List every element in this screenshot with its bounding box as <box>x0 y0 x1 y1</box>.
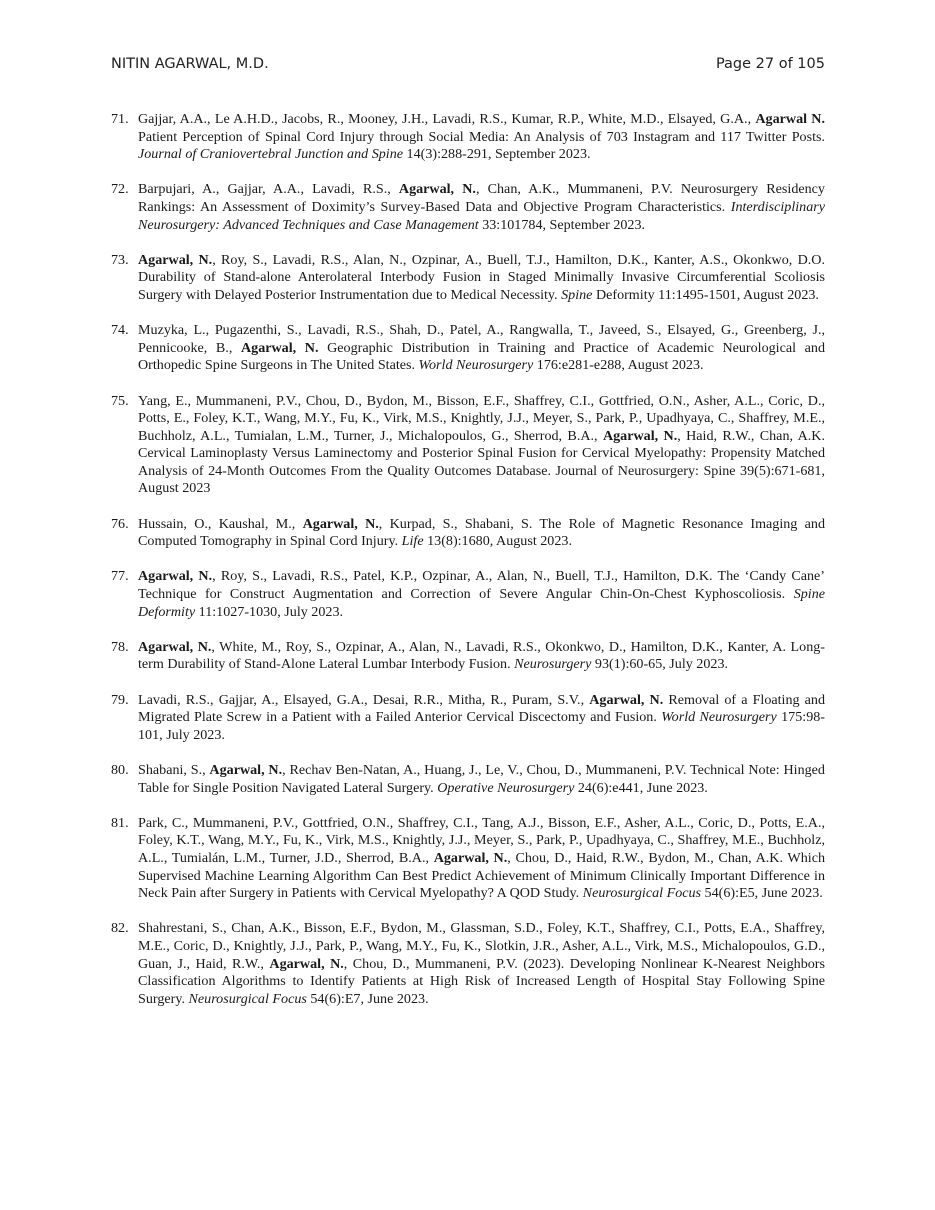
author-name: NITIN AGARWAL, M.D. <box>111 56 269 72</box>
author-highlight: Agarwal, N. <box>433 849 508 866</box>
reference-number: 82. <box>111 920 129 937</box>
journal-name: Neurosurgical Focus <box>188 990 307 1007</box>
article-title: Neurosurgery Residency Rankings: An Assessment of Doximity’s Survey-Based Data and Objective Program Characteristics. <box>138 181 825 215</box>
reference-item <box>111 393 825 499</box>
citation-details: 93(1):60-65, July 2023. <box>591 656 729 673</box>
article-title: Long-term Durability of Stand-Alone Lateral Lumbar Interbody Fusion. <box>138 638 826 673</box>
citation-details: 14(3):288-291, September 2023. <box>403 146 591 163</box>
reference-text <box>138 815 825 903</box>
reference-text <box>138 568 825 621</box>
author-highlight: Agarwal, N. <box>209 761 283 778</box>
reference-text <box>138 639 825 674</box>
citation-details: 175:98-101, July 2023. <box>138 709 825 743</box>
citation-details: 176:e281-e288, August 2023. <box>533 357 704 374</box>
journal-name: Operative Neurosurgery <box>437 779 575 796</box>
page-number: Page 27 of 105 <box>715 56 825 72</box>
reference-number: 74. <box>111 322 129 339</box>
reference-item <box>111 111 825 164</box>
citation-details: 33:101784, September 2023. <box>478 216 646 233</box>
authors: Shabani, S., <box>138 761 210 778</box>
citation-details: 24(6):e441, June 2023. <box>574 779 708 796</box>
author-highlight: Agarwal, N. <box>302 515 379 532</box>
citation-details: Deformity 11:1495-1501, August 2023. <box>592 286 819 303</box>
reference-number: 73. <box>111 251 129 268</box>
authors: Barpujari, A., Gajjar, A.A., Lavadi, R.S., <box>138 181 399 198</box>
reference-item <box>111 322 825 375</box>
reference-number: 75. <box>111 392 129 409</box>
authors-rest: , Roy, S., Lavadi, R.S., Patel, K.P., Ozpinar, A., Alan, N., Buell, T.J., Hamilton, D.K. <box>212 568 713 585</box>
journal-name: World Neurosurgery <box>418 357 534 374</box>
article-title: Developing Nonlinear K-Nearest Neighbors Classification Algorithms to Identify Patients at High Risk of Increased Length of Hospital Stay Following Spine Surgery. <box>138 955 825 1007</box>
authors-rest: , Rechav Ben-Natan, A., Huang, J., Le, V., Chou, D., Mummaneni, P.V. <box>282 761 687 778</box>
reference-text <box>138 516 825 551</box>
reference-number: 79. <box>111 691 129 708</box>
reference-text <box>138 322 825 375</box>
reference-number: 77. <box>111 568 129 585</box>
reference-text <box>138 393 825 499</box>
author-highlight: Agarwal, N. <box>269 955 344 972</box>
article-title: Durability of Stand-alone Anterolateral Interbody Fusion in Staged Minimally Invasive Circumferential Scoliosis Surgery with Delayed Posterior Instrumentation due to Medical Necessity. <box>138 269 825 303</box>
journal-name: Spine Deformity <box>138 586 825 620</box>
authors: Shahrestani, S., Chan, A.K., Bisson, E.F., Bydon, M., Glassman, S.D., Foley, K.T., Shaffrey, C.I., Potts, E.A., Shaffrey, M.E., Coric, D., Knightly, J.J., Park, P., Wang, M.Y., Fu, K., Slotkin, J.R., Asher, A.L., Virk, M.S., Michalopoulos, G.D., Guan, J., Haid, R.W., <box>138 920 825 972</box>
reference-item <box>111 762 825 797</box>
authors-rest: , Haid, R.W., Chan, A.K. <box>677 427 825 444</box>
authors: Lavadi, R.S., Gajjar, A., Elsayed, G.A., Desai, R.R., Mitha, R., Puram, S.V., <box>138 691 590 708</box>
journal-name: World Neurosurgery <box>661 709 777 726</box>
article-title: Technical Note: Hinged Table for Single Position Navigated Lateral Surgery. <box>138 761 825 796</box>
article-title: Cervical Laminoplasty Versus Laminectomy and Posterior Spinal Fusion for Cervical Myelopathy: Propensity Matched Analysis of 24-Month Outcomes From the Quality Outcomes Database. Journal of Neurosurgery: Spine 39(5):671-681, August 2023 <box>138 445 825 497</box>
author-highlight: Agarwal N. <box>755 111 825 127</box>
article-title: Which Supervised Machine Learning Algorithm Can Best Predict Achievement of Minimum Clinically Important Difference in Neck Pain after Surgery in Patients with Cervical Myelopathy? A QOD Study. <box>138 849 825 902</box>
authors: Gajjar, A.A., Le A.H.D., Jacobs, R., Mooney, J.H., Lavadi, R.S., Kumar, R.P., White, M.D., Elsayed, G.A., <box>138 111 756 127</box>
reference-number: 72. <box>111 181 129 198</box>
reference-item <box>111 920 825 1008</box>
reference-text <box>138 692 825 745</box>
authors-rest: , Chou, D., Haid, R.W., Bydon, M., Chan, A.K. <box>507 849 783 866</box>
reference-number: 80. <box>111 761 129 778</box>
reference-text <box>138 920 825 1008</box>
article-title: Geographic Distribution in Training and Practice of Academic Neurological and Orthopedic Spine Surgeons in The United States. <box>138 339 825 374</box>
publication-list <box>111 111 825 1026</box>
authors: Park, C., Mummaneni, P.V., Gottfried, O.N., Shaffrey, C.I., Tang, A.J., Bisson, E.F., Asher, A.L., Coric, D., Potts, E.A., Foley, K.T., Wang, M.Y., Fu, K., Virk, M.S., Knightly, J.J., Meyer, S., Park, P., Upadhyaya, C., Shaffrey, M.E., Buchholz, A.L., Tumialán, L.M., Turner, J.D., Sherrod, B.A., <box>138 814 825 866</box>
reference-number: 78. <box>111 638 129 655</box>
citation-details: 13(8):1680, August 2023. <box>423 533 572 550</box>
author-highlight: Agarwal, N. <box>138 251 213 268</box>
authors-rest: , Chan, A.K., Mummaneni, P.V. <box>475 181 673 198</box>
reference-text <box>138 252 825 305</box>
journal-name: Interdisciplinary Neurosurgery: Advanced Techniques and Case Management <box>138 198 825 233</box>
author-highlight: Agarwal, N. <box>602 427 678 444</box>
author-highlight: Agarwal, N. <box>138 568 213 585</box>
journal-name: Neurosurgery <box>514 656 592 673</box>
journal-name: Neurosurgical Focus <box>582 885 702 902</box>
reference-number: 76. <box>111 515 129 532</box>
reference-text <box>138 762 825 797</box>
page-header <box>111 56 825 72</box>
authors-rest: , Chou, D., Mummaneni, P.V. (2023). <box>343 955 565 972</box>
reference-number: 71. <box>111 111 129 127</box>
reference-item <box>111 516 825 551</box>
author-highlight: Agarwal, N. <box>138 638 212 655</box>
reference-number: 81. <box>111 814 129 831</box>
article-title: The Role of Magnetic Resonance Imaging and Computed Tomography in Spinal Cord Injury. <box>138 515 825 550</box>
authors-rest: , White, M., Roy, S., Ozpinar, A., Alan, N., Lavadi, R.S., Okonkwo, D., Hamilton, D.K., Kanter, A. <box>211 638 787 655</box>
citation-details: 11:1027-1030, July 2023. <box>195 603 344 620</box>
author-highlight: Agarwal, N. <box>398 181 476 198</box>
authors: Hussain, O., Kaushal, M., <box>138 515 303 532</box>
author-highlight: Agarwal, N. <box>589 691 664 708</box>
authors: Yang, E., Mummaneni, P.V., Chou, D., Bydon, M., Bisson, E.F., Shaffrey, C.I., Gottfried, O.N., Asher, A.L., Coric, D., Potts, E., Foley, K.T., Wang, M.Y., Fu, K., Virk, M.S., Knightly, J.J., Meyer, S., Park, P., Upadhyaya, C., Shaffrey, M.E., Buchholz, A.L., Tumialan, L.M., Turner, J., Michalopoulos, G., Sherrod, B.A., <box>138 392 825 444</box>
journal-name: Spine <box>561 286 593 303</box>
authors: Muzyka, L., Pugazenthi, S., Lavadi, R.S., Shah, D., Patel, A., Rangwalla, T., Javeed, S., Elsayed, G., Greenberg, J., Pennicooke, B., <box>138 322 825 356</box>
reference-item <box>111 639 825 674</box>
authors-rest: , Kurpad, S., Shabani, S. <box>378 515 533 532</box>
citation-details: 54(6):E7, June 2023. <box>306 990 429 1007</box>
reference-item <box>111 568 825 621</box>
authors-rest: , Roy, S., Lavadi, R.S., Alan, N., Ozpinar, A., Buell, T.J., Hamilton, D.K., Kanter, A.S., Okonkwo, D.O. <box>212 251 825 268</box>
reference-text <box>138 181 825 234</box>
citation-details: 54(6):E5, June 2023. <box>701 885 823 902</box>
author-highlight: Agarwal, N. <box>240 339 319 356</box>
article-title: Patient Perception of Spinal Cord Injury through Social Media: An Analysis of 703 Instagram and 117 Twitter Posts. <box>138 128 825 145</box>
reference-item <box>111 252 825 305</box>
reference-text <box>138 111 825 164</box>
reference-item <box>111 815 825 903</box>
article-title: Removal of a Floating and Migrated Plate Screw in a Patient with a Failed Anterior Cervical Discectomy and Fusion. <box>138 691 826 726</box>
reference-item <box>111 692 825 745</box>
journal-name: Life <box>401 533 424 550</box>
journal-name: Journal of Craniovertebral Junction and Spine <box>138 146 404 163</box>
article-title: The ‘Candy Cane’ Technique for Construct Augmentation and Correction of Severe Angular Chin-On-Chest Kyphoscoliosis. <box>138 568 826 603</box>
reference-item <box>111 181 825 234</box>
